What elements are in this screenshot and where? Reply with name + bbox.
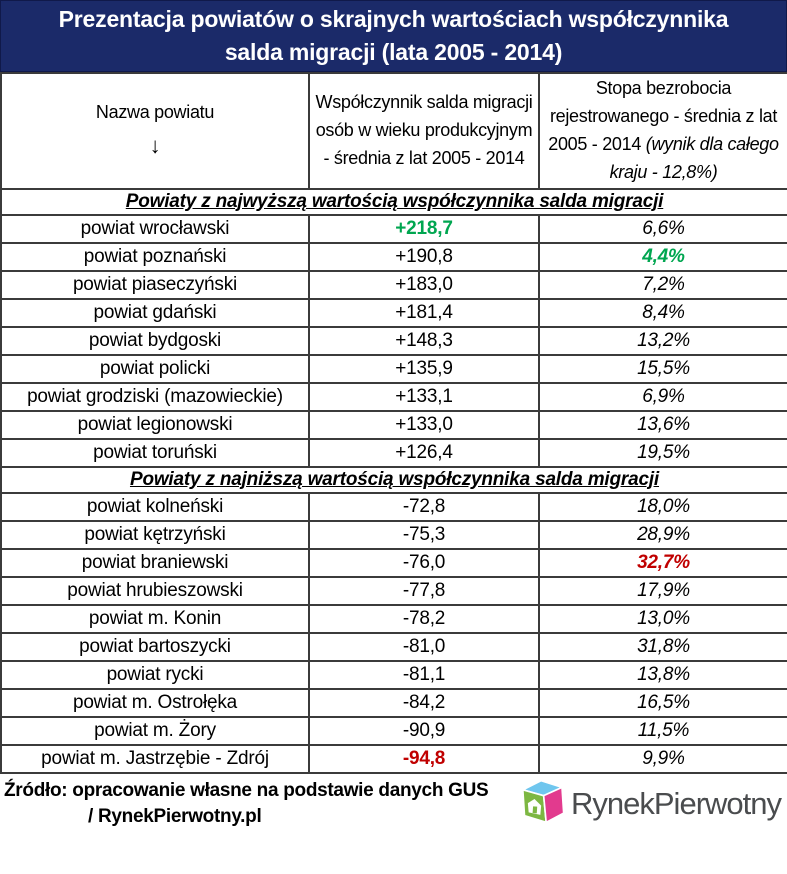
logo-text: RynekPierwotny bbox=[571, 786, 781, 822]
unemployment-value-cell: 11,5% bbox=[539, 717, 787, 745]
down-arrow-icon: ↓ bbox=[149, 132, 161, 158]
powiat-name-cell: powiat kętrzyński bbox=[1, 521, 309, 549]
cube-house-icon bbox=[517, 778, 567, 830]
migration-value-cell: +190,8 bbox=[309, 243, 539, 271]
unemployment-value-cell: 16,5% bbox=[539, 689, 787, 717]
unemployment-value-cell: 8,4% bbox=[539, 299, 787, 327]
table-row bbox=[1, 633, 787, 661]
unemployment-value-cell: 28,9% bbox=[539, 521, 787, 549]
powiat-name-cell: powiat legionowski bbox=[1, 411, 309, 439]
powiat-name-cell: powiat m. Jastrzębie - Zdrój bbox=[1, 745, 309, 773]
migration-table bbox=[0, 72, 787, 774]
table-row bbox=[1, 271, 787, 299]
unemployment-value-cell: 32,7% bbox=[539, 549, 787, 577]
migration-value-cell: -78,2 bbox=[309, 605, 539, 633]
table-row bbox=[1, 439, 787, 467]
unemployment-value-cell: 17,9% bbox=[539, 577, 787, 605]
migration-value-cell: -77,8 bbox=[309, 577, 539, 605]
table-row bbox=[1, 745, 787, 773]
unemployment-value-cell: 9,9% bbox=[539, 745, 787, 773]
powiat-name-cell: powiat hrubieszowski bbox=[1, 577, 309, 605]
table-row bbox=[1, 493, 787, 521]
source-note bbox=[4, 778, 488, 829]
source-line1: Źródło: opracowanie własne na podstawie danych GUS bbox=[4, 780, 489, 802]
column-header-unemployment-label: Stopa bezrobocia rejestrowanego - średnia z lat 2005 - 2014 bbox=[548, 78, 778, 154]
powiat-name-cell: powiat toruński bbox=[1, 439, 309, 467]
migration-value-cell: -76,0 bbox=[309, 549, 539, 577]
migration-value-cell: -90,9 bbox=[309, 717, 539, 745]
table-row bbox=[1, 243, 787, 271]
unemployment-value-cell: 31,8% bbox=[539, 633, 787, 661]
powiat-name-cell: powiat poznański bbox=[1, 243, 309, 271]
table-row bbox=[1, 411, 787, 439]
section-header-row bbox=[1, 467, 787, 493]
migration-value-cell: -81,1 bbox=[309, 661, 539, 689]
powiat-name-cell: powiat policki bbox=[1, 355, 309, 383]
column-header-name-label: Nazwa powiatu bbox=[95, 101, 215, 122]
rynekpierwotny-logo bbox=[517, 778, 781, 830]
migration-value-cell: -94,8 bbox=[309, 745, 539, 773]
unemployment-value-cell: 6,6% bbox=[539, 215, 787, 243]
powiat-name-cell: powiat bartoszycki bbox=[1, 633, 309, 661]
table-body bbox=[1, 189, 787, 773]
powiat-name-cell: powiat gdański bbox=[1, 299, 309, 327]
page-title-line2: salda migracji (lata 2005 - 2014) bbox=[224, 39, 563, 65]
unemployment-value-cell: 13,0% bbox=[539, 605, 787, 633]
migration-value-cell: +183,0 bbox=[309, 271, 539, 299]
table-row bbox=[1, 355, 787, 383]
powiat-name-cell: powiat m. Konin bbox=[1, 605, 309, 633]
powiat-name-cell: powiat kolneński bbox=[1, 493, 309, 521]
powiat-name-cell: powiat grodziski (mazowieckie) bbox=[1, 383, 309, 411]
section-header-label: Powiaty z najniższą wartością współczynnika salda migracji bbox=[129, 468, 660, 490]
powiat-name-cell: powiat wrocławski bbox=[1, 215, 309, 243]
section-header-1 bbox=[1, 467, 787, 493]
table-row bbox=[1, 327, 787, 355]
unemployment-value-cell: 19,5% bbox=[539, 439, 787, 467]
column-header-name bbox=[1, 73, 309, 189]
migration-value-cell: +218,7 bbox=[309, 215, 539, 243]
table-row bbox=[1, 521, 787, 549]
unemployment-value-cell: 13,6% bbox=[539, 411, 787, 439]
table-row bbox=[1, 717, 787, 745]
migration-value-cell: -72,8 bbox=[309, 493, 539, 521]
table-row bbox=[1, 215, 787, 243]
migration-value-cell: +148,3 bbox=[309, 327, 539, 355]
table-row bbox=[1, 383, 787, 411]
section-header-label: Powiaty z najwyższą wartością współczynnika salda migracji bbox=[125, 190, 664, 212]
column-header-unemployment bbox=[539, 73, 787, 189]
table-header-row bbox=[1, 73, 787, 189]
table-row bbox=[1, 689, 787, 717]
powiat-name-cell: powiat piaseczyński bbox=[1, 271, 309, 299]
table-row bbox=[1, 605, 787, 633]
powiat-name-cell: powiat braniewski bbox=[1, 549, 309, 577]
migration-value-cell: +133,1 bbox=[309, 383, 539, 411]
column-header-unemployment-note: (wynik dla całego kraju - 12,8%) bbox=[609, 133, 779, 182]
table-row bbox=[1, 299, 787, 327]
migration-value-cell: +126,4 bbox=[309, 439, 539, 467]
unemployment-value-cell: 7,2% bbox=[539, 271, 787, 299]
table-row bbox=[1, 661, 787, 689]
page-title-line1: Prezentacja powiatów o skrajnych wartościach współczynnika bbox=[58, 6, 729, 33]
powiat-name-cell: powiat m. Żory bbox=[1, 717, 309, 745]
section-header-row bbox=[1, 189, 787, 215]
unemployment-value-cell: 13,2% bbox=[539, 327, 787, 355]
page-title bbox=[0, 0, 787, 72]
migration-value-cell: -75,3 bbox=[309, 521, 539, 549]
unemployment-value-cell: 13,8% bbox=[539, 661, 787, 689]
unemployment-value-cell: 6,9% bbox=[539, 383, 787, 411]
section-header-0 bbox=[1, 189, 787, 215]
migration-value-cell: +181,4 bbox=[309, 299, 539, 327]
unemployment-value-cell: 4,4% bbox=[539, 243, 787, 271]
source-line2: / RynekPierwotny.pl bbox=[88, 806, 262, 828]
unemployment-value-cell: 15,5% bbox=[539, 355, 787, 383]
column-header-migration: Współczynnik salda migracji osób w wieku produkcyjnym - średnia z lat 2005 - 2014 bbox=[309, 73, 539, 189]
table-row bbox=[1, 577, 787, 605]
migration-value-cell: -84,2 bbox=[309, 689, 539, 717]
migration-value-cell: -81,0 bbox=[309, 633, 539, 661]
migration-value-cell: +133,0 bbox=[309, 411, 539, 439]
powiat-name-cell: powiat rycki bbox=[1, 661, 309, 689]
powiat-name-cell: powiat m. Ostrołęka bbox=[1, 689, 309, 717]
powiat-name-cell: powiat bydgoski bbox=[1, 327, 309, 355]
table-row bbox=[1, 549, 787, 577]
migration-value-cell: +135,9 bbox=[309, 355, 539, 383]
unemployment-value-cell: 18,0% bbox=[539, 493, 787, 521]
footer bbox=[0, 774, 787, 837]
